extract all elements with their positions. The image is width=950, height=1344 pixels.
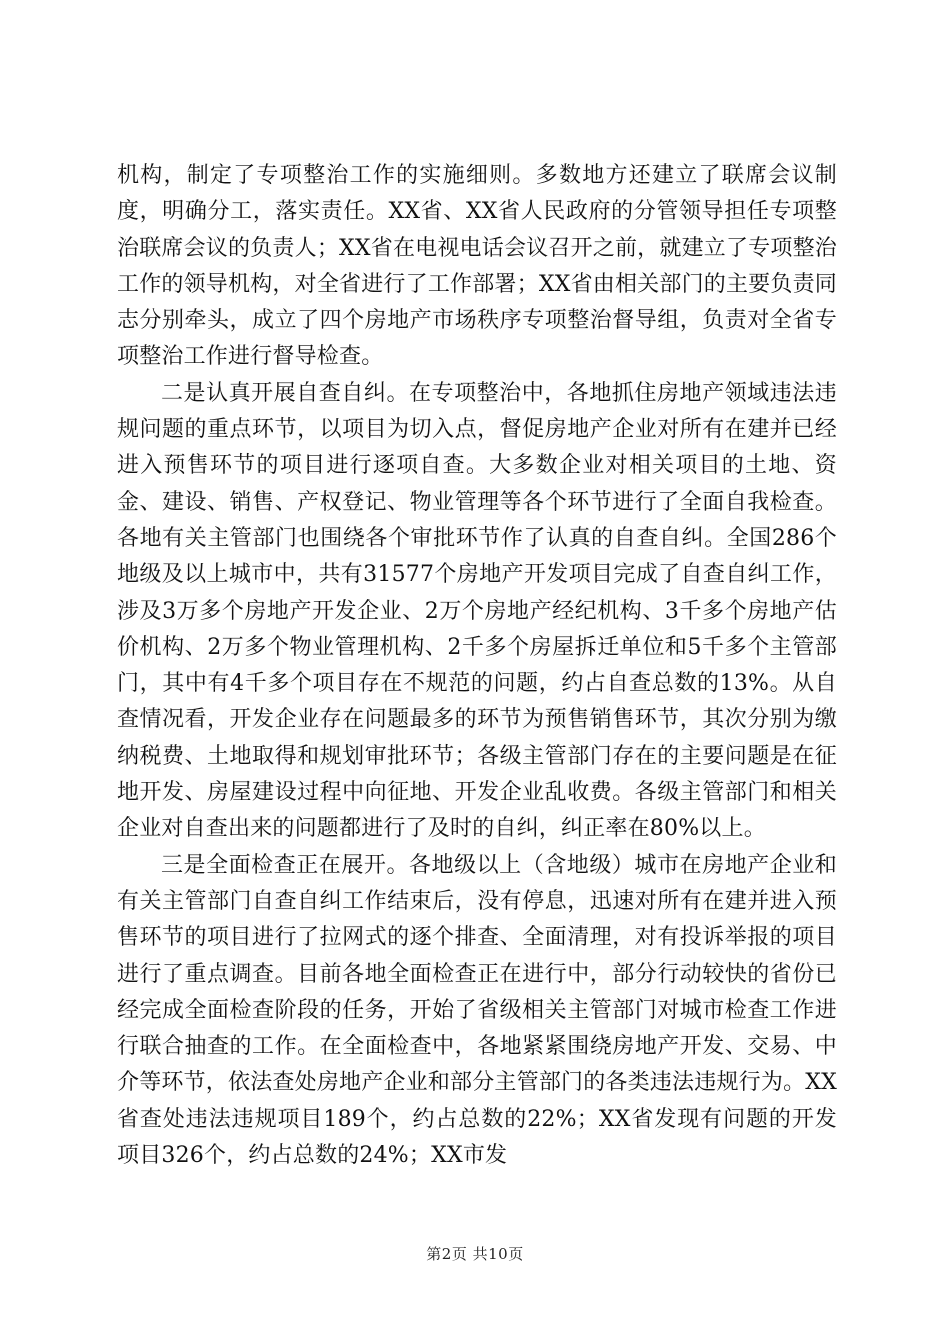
paragraph-continued: 机构，制定了专项整治工作的实施细则。多数地方还建立了联席会议制度，明确分工，落实责任。XX省、XX省人民政府的分管领导担任专项整治联席会议的负责人；XX省在电视电话会议召开之前，就建立了专项整治工作的领导机构，对全省进行了工作部署；XX省由相关部门的主要负责同志分别牵头，成立了四个房地产市场秩序专项整治督导组，负责对全省专项整治工作进行督导检查。 (117, 163, 837, 370)
paragraph-self-inspection: 二是认真开展自查自纠。在专项整治中，各地抓住房地产领域违法违规问题的重点环节，以项目为切入点，督促房地产企业对所有在建并已经进入预售环节的项目进行逐项自查。大多数企业对相关项目的土地、资金、建设、销售、产权登记、物业管理等各个环节进行了全面自我检查。各地有关主管部门也围绕各个审批环节作了认真的自查自纠。全国286个地级及以上城市中，共有31577个房地产开发项目完成了自查自纠工作，涉及3万多个房地产开发企业、2万个房地产经纪机构、3千多个房地产估价机构、2万多个物业管理机构、2千多个房屋拆迁单位和5千多个主管部门，其中有4千多个项目存在不规范的问题，约占自查总数的13%。从自查情况看，开发企业存在问题最多的环节为预售销售环节，其次分别为缴纳税费、土地取得和规划审批环节；各级主管部门存在的主要问题是在征地开发、房屋建设过程中向征地、开发企业乱收费。各级主管部门和相关企业对自查出来的问题都进行了及时的自纠，纠正率在80%以上。 (117, 380, 837, 842)
page-footer: 第2页 共10页 (426, 1245, 524, 1263)
paragraph-full-inspection: 三是全面检查正在展开。各地级以上（含地级）城市在房地产企业和有关主管部门自查自纠工作结束后，没有停息，迅速对所有在建并进入预售环节的项目进行了拉网式的逐个排查、全面清理，对有投诉举报的项目进行了重点调查。目前各地全面检查正在进行中，部分行动较快的省份已经完成全面检查阶段的任务，开始了省级相关主管部门对城市检查工作进行联合抽查的工作。在全面检查中，各地紧紧围绕房地产开发、交易、中介等环节，依法查处房地产企业和部分主管部门的各类违法违规行为。XX省查处违法违规项目189个，约占总数的22%；XX省发现有问题的开发项目326个，约占总数的24%；XX市发 (117, 852, 837, 1169)
document-body (117, 158, 837, 1174)
